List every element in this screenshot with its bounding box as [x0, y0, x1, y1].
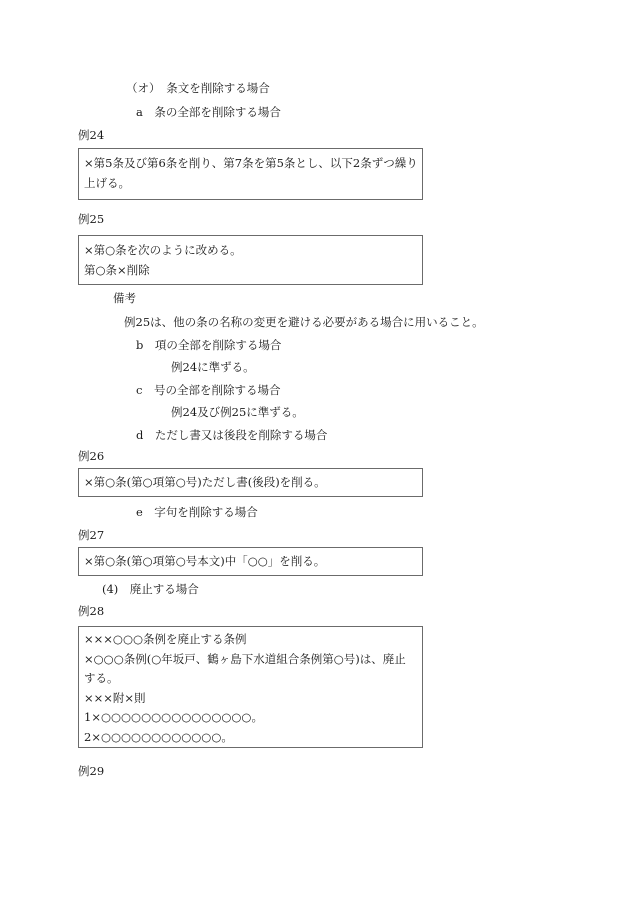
example-28-line-4: ×××附×則	[84, 690, 146, 705]
example-box-24	[78, 148, 423, 200]
example-28-line-1: ×××○○○条例を廃止する条例	[84, 632, 247, 646]
example-27-line-1: ×第○条(第○項第○号本文)中「○○」を削る。	[84, 554, 326, 568]
remarks-text: 例25は、他の条の名称の変更を避ける必要がある場合に用いること。	[124, 315, 484, 329]
example-28-line-6: 2×○○○○○○○○○○○○。	[84, 729, 233, 744]
example-26-line-1: ×第○条(第○項第○号)ただし書(後段)を削る。	[84, 475, 326, 489]
heading-o: （オ） 条文を削除する場合	[126, 81, 270, 95]
example-label-27: 例27	[78, 528, 105, 542]
example-label-24: 例24	[78, 128, 105, 142]
example-24-line-1: ×第5条及び第6条を削り、第7条を第5条とし、以下2条ずつ繰り	[84, 156, 418, 170]
example-label-28: 例28	[78, 604, 105, 618]
heading-a: a 条の全部を削除する場合	[136, 105, 281, 119]
example-box-28	[78, 626, 423, 748]
example-28-line-3: する。	[84, 671, 119, 685]
example-28-line-2: ×○○○条例(○年坂戸、鶴ヶ島下水道組合条例第○号)は、廃止	[84, 651, 406, 666]
example-box-27	[78, 547, 423, 576]
heading-d: d ただし書又は後段を削除する場合	[136, 428, 328, 442]
example-24-line-2: 上げる。	[84, 176, 130, 190]
example-box-25	[78, 235, 423, 285]
heading-c-note: 例24及び例25に準ずる。	[171, 405, 304, 419]
heading-b-note: 例24に準ずる。	[171, 360, 255, 374]
example-label-26: 例26	[78, 449, 105, 463]
example-label-25: 例25	[78, 212, 105, 226]
heading-b: b 項の全部を削除する場合	[136, 338, 282, 352]
heading-e: e 字句を削除する場合	[136, 505, 258, 519]
example-28-line-5: 1×○○○○○○○○○○○○○○○。	[84, 710, 263, 724]
heading-4: (4) 廃止する場合	[102, 582, 199, 596]
example-25-line-2: 第○条×削除	[84, 263, 150, 277]
example-25-line-1: ×第○条を次のように改める。	[84, 243, 242, 257]
remarks-title: 備考	[113, 291, 136, 305]
heading-c: c 号の全部を削除する場合	[136, 383, 281, 397]
example-label-29: 例29	[78, 764, 105, 778]
example-box-26	[78, 468, 423, 497]
